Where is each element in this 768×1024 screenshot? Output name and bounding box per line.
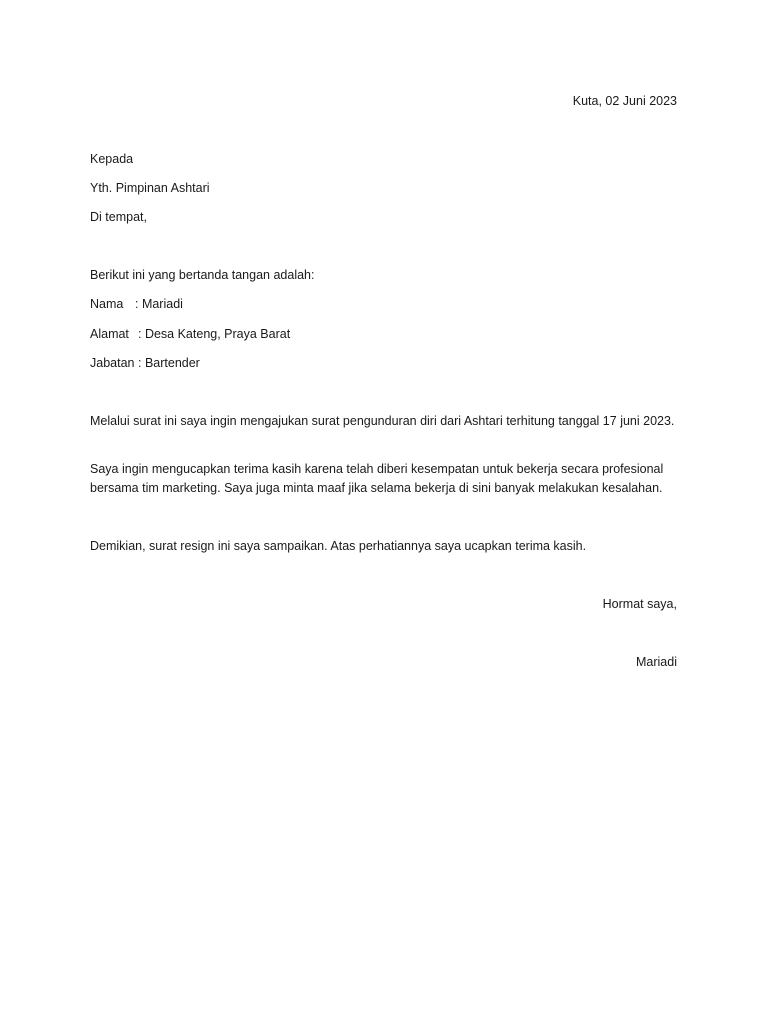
- body-paragraph-2: Saya ingin mengucapkan terima kasih karena telah diberi kesempatan untuk bekerja secara profesional bersama tim marketing. Saya juga minta maaf jika selama bekerja di sini banyak melakukan kesalahan.: [90, 462, 664, 495]
- identity-nama-row: [90, 295, 183, 314]
- signer-name: Mariadi: [636, 655, 677, 669]
- place-date: Kuta, 02 Juni 2023: [572, 94, 677, 108]
- identity-nama-label: Nama: [90, 297, 124, 311]
- identity-alamat-row: [90, 325, 290, 344]
- recipient-location: Di tempat,: [90, 210, 147, 224]
- intro-text: Berikut ini yang bertanda tangan adalah:: [90, 268, 315, 282]
- recipient-name: Yth. Pimpinan Ashtari: [90, 181, 210, 195]
- body-paragraph-1: Melalui surat ini saya ingin mengajukan surat pengunduran diri dari Ashtari terhitung tanggal 17 juni 2023.: [90, 414, 675, 428]
- identity-alamat-label: Alamat: [90, 327, 129, 341]
- identity-nama-value: : Mariadi: [135, 297, 183, 311]
- sign-off: Hormat saya,: [602, 597, 677, 611]
- identity-alamat-value: : Desa Kateng, Praya Barat: [138, 327, 291, 341]
- closing-paragraph: Demikian, surat resign ini saya sampaikan. Atas perhatiannya saya ucapkan terima kasih.: [90, 539, 587, 553]
- recipient-kepada: Kepada: [90, 152, 134, 166]
- identity-jabatan-label: Jabatan: [90, 356, 135, 370]
- identity-jabatan-row: [90, 354, 200, 373]
- identity-jabatan-value: : Bartender: [138, 356, 200, 370]
